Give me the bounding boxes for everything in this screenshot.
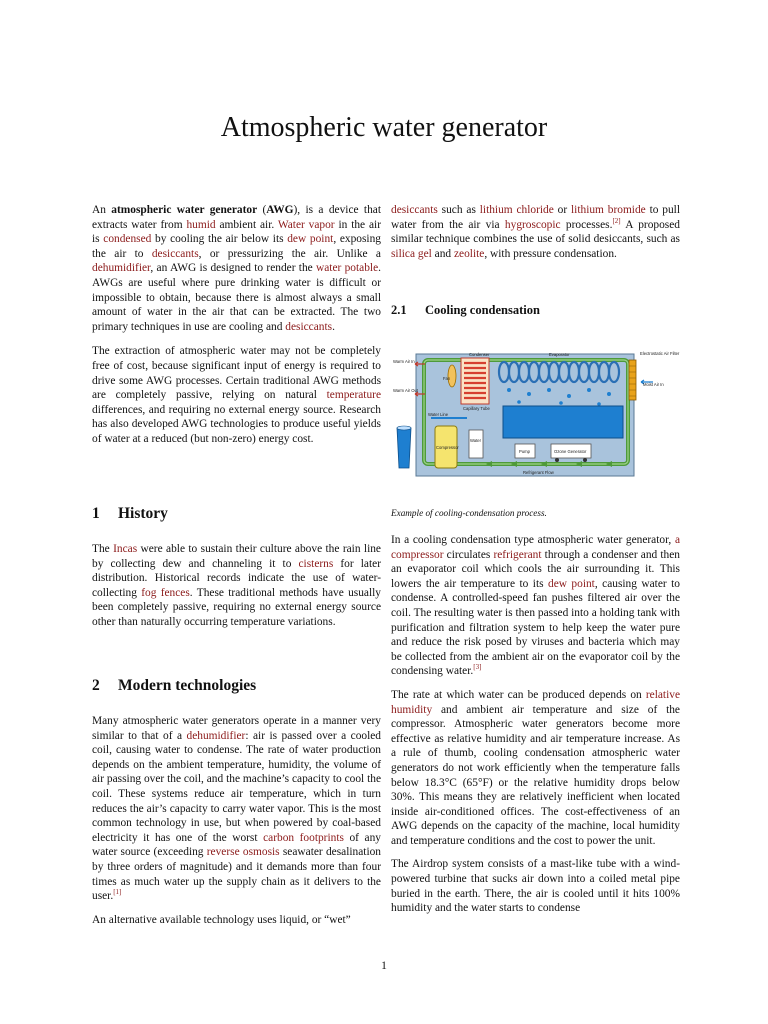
link-fog-fences[interactable]: fog fences	[141, 586, 190, 599]
link-cisterns[interactable]: cisterns	[298, 557, 334, 570]
label-compressor: Compressor	[436, 445, 459, 450]
link-desiccants-2[interactable]: desiccants	[285, 320, 333, 333]
modern-block	[92, 714, 381, 936]
label-capillary: Capillary Tube	[463, 406, 490, 411]
link-desiccants[interactable]: desiccants	[151, 247, 199, 260]
link-temperature[interactable]: temperature	[326, 389, 381, 402]
water-tank	[503, 406, 623, 438]
intro-paragraph-2: The extraction of atmospheric water may not be completely free of cost, because significant input of energy is required to drive some AWG processes. Certain traditional AWG methods are completely passive, relying on natural temperature differences, and requiring no external energy source. Research has also developed AWG technologies to produce useful yields of water at a reduced (but non-zero) energy cost.	[92, 345, 381, 445]
label-filter: Electrostatic Air Filter	[640, 351, 680, 356]
desiccant-paragraph: desiccants such as lithium chloride or lithium bromide to pull water from the air via hygroscopic processes.[2] A proposed similar technique combines the use of solid desiccants, such as silica gel and zeolite, with pressure condensation.	[391, 204, 680, 260]
label-ozone: Ozone Generator	[554, 449, 587, 454]
intro-paragraph-1: An atmospheric water generator (AWG), is a device that extracts water from humid ambient air. Water vapor in the air is condensed by cooling the air below its dew point, exposing the air to desiccants, or pressurizing the air. Unlike a dehumidifier, an AWG is designed to render the water potable. AWGs are useful where pure drinking water is difficult or impossible to obtain, because there is almost always a small amount of water in the air that can be extracted. The two primary techniques in use are cooling and desiccants.	[92, 204, 381, 333]
link-lithium-bromide[interactable]: lithium bromide	[571, 204, 646, 216]
link-incas[interactable]: Incas	[113, 543, 138, 555]
modern-paragraph-2: An alternative available technology uses liquid, or “wet”	[92, 913, 351, 926]
label-warm-air-in: Warm Air In	[393, 359, 415, 364]
link-dew-point[interactable]: dew point	[287, 233, 334, 246]
ref-1[interactable]: [1]	[113, 888, 122, 897]
page-number: 1	[381, 960, 387, 972]
link-silica-gel[interactable]: silica gel	[391, 247, 432, 260]
cooling-paragraph-1: In a cooling condensation type atmospheric water generator, a compressor circulates refrigerant through a condenser and then an evaporator coil which cools the air surrounding it. This lowers the air temperature to its dew point, causing water to condense. A controlled-speed fan pushes filtered air over the coil. The resulting water is then passed into a holding tank with purification and filtration system to help keep the water pure and reduce the risk posed by viruses and bacteria which may be collected from the ambient air on the evaporator coil by the condensing water.[3]	[391, 534, 680, 678]
link-compressor[interactable]: a compressor	[391, 534, 680, 561]
link-hygroscopic[interactable]: hygroscopic	[504, 218, 561, 231]
label-fan: Fan	[443, 376, 451, 381]
link-desiccants-3[interactable]: desiccants	[391, 204, 438, 216]
label-pump: Pump	[519, 449, 530, 454]
label-warm-air-out: Warm Air Out	[393, 388, 418, 393]
link-water-vapor[interactable]: Water vapor	[277, 218, 335, 231]
water-holding	[469, 430, 483, 458]
left-column	[92, 203, 381, 456]
link-water-potable[interactable]: water potable	[316, 262, 379, 275]
label-moist-air: Moist Air In	[643, 382, 664, 387]
label-water: Water	[470, 438, 482, 443]
link-carbon-footprints[interactable]: carbon footprints	[263, 831, 344, 844]
right-column-top	[391, 203, 680, 270]
link-zeolite[interactable]: zeolite	[453, 247, 485, 260]
page-title: Atmospheric water generator	[220, 112, 548, 143]
label-condenser: Condenser	[469, 352, 490, 357]
subsection-2-1-heading: 2.1 Cooling condensation	[391, 303, 540, 317]
history-block	[92, 542, 381, 639]
cooling-condensation-diagram	[391, 346, 680, 484]
link-lithium-chloride[interactable]: lithium chloride	[479, 204, 554, 216]
link-dehumidifier[interactable]: dehumidifier	[92, 262, 151, 275]
label-evaporator: Evaporator	[549, 352, 570, 357]
label-refrigerant: Refrigerant Flow	[523, 470, 554, 475]
section-2-heading: 2 Modern technologies	[92, 677, 257, 694]
cooling-paragraph-2: The rate at which water can be produced depends on relative humidity and ambient air temperature and size of the compressor. Atmospheric water generators become more effective as relative humidity and air temperature increase. As a rule of thumb, cooling condensation atmospheric water generators do not work efficiently when the temperature falls below 18.3°C (65°F) or the relative humidity drops below 30%. This means they are relatively inefficient when located inside air-conditioned offices. The cost-effectiveness of an AWG depends on the capacity of the machine, local humidity and temperature conditions and the cost to power the unit.	[391, 688, 680, 847]
link-relative-humidity[interactable]: relative humidity	[391, 688, 680, 716]
link-humid[interactable]: humid	[186, 218, 216, 231]
history-paragraph: The Incas were able to sustain their culture above the rain line by collecting dew and channeling it to cisterns for later distribution. Historical records indicate the use of water-collecting fog fences. These traditional methods have usually been completely passive, requiring no external energy source other than naturally occurring temperature variations.	[92, 543, 381, 628]
section-1-heading: 1 History	[92, 505, 168, 522]
figure-caption: Example of cooling-condensation process.	[391, 508, 547, 518]
link-reverse-osmosis[interactable]: reverse osmosis	[206, 846, 280, 859]
water-glass-icon	[397, 428, 411, 468]
link-refrigerant[interactable]: refrigerant	[493, 548, 542, 561]
link-dew-point-2[interactable]: dew point	[548, 577, 595, 590]
link-condensed[interactable]: condensed	[103, 233, 152, 246]
link-dehumidifier-2[interactable]: dehumidifier	[186, 729, 246, 742]
label-water-line: Water Line	[428, 412, 449, 417]
airdrop-paragraph: The Airdrop system consists of a mast-like tube with a wind-powered turbine that sucks air down into a coiled metal pipe buried in the earth. There, the air is cooled until it hits 100% humidity and the water starts to condense	[391, 858, 680, 915]
ref-2[interactable]: [2]	[612, 216, 621, 225]
right-column-body	[391, 533, 680, 925]
ref-3[interactable]: [3]	[473, 663, 482, 672]
modern-paragraph-1: Many atmospheric water generators operate in a manner very similar to that of a dehumidifier: air is passed over a cooled coil, causing water to condense. The rate of water production depends on the ambient temperature, humidity, the volume of air passing over the coil, and the machine’s capacity to cool the coil. These systems reduce air temperature, which in turn reduces the air’s capacity to carry water vapor. This is the most common technology in use, but when powered by coal-based electricity it has one of the worst carbon footprints of any water source (exceeding reverse osmosis seawater desalination by three orders of magnitude) and it demands more than four times as much water up the supply chain as it delivers to the user.[1]	[92, 715, 381, 903]
